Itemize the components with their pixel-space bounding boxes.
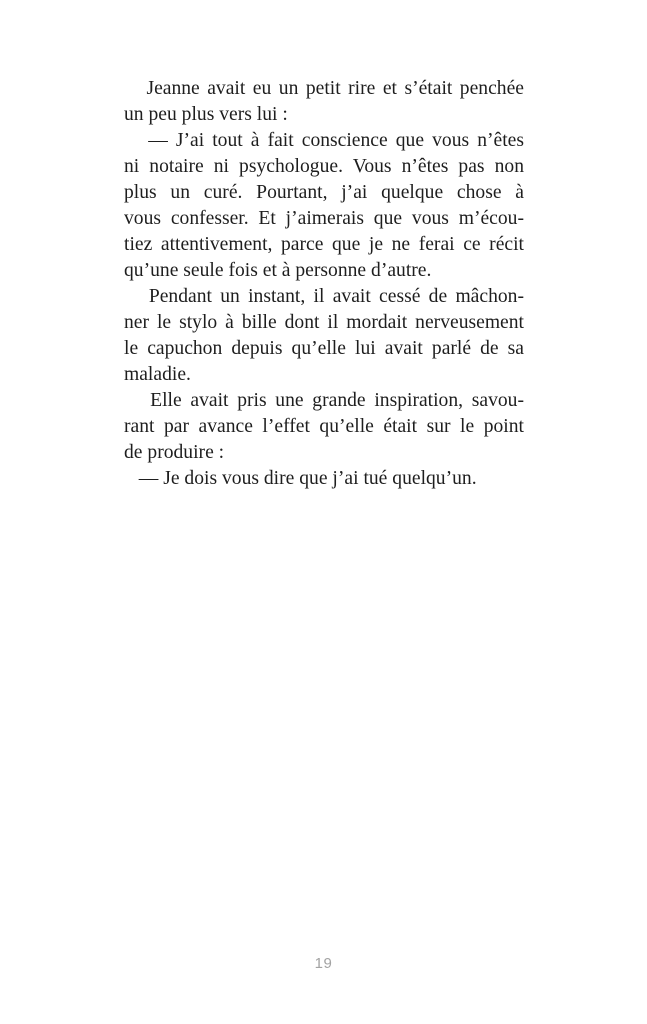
- text-line: vous confesser. Et j’aimerais que vous m’écou-: [124, 208, 524, 229]
- text-line: — J’ai tout à fait conscience que vous n’êtes: [124, 130, 524, 151]
- text-line: qu’une seule fois et à personne d’autre.: [124, 260, 432, 281]
- text-line: tiez attentivement, parce que je ne ferai ce récit: [124, 234, 524, 255]
- text-line: maladie.: [124, 364, 191, 385]
- text-line: de produire :: [124, 442, 225, 463]
- text-line: ni notaire ni psychologue. Vous n’êtes pas non: [124, 156, 524, 177]
- body-text: [124, 76, 524, 492]
- text-line: plus un curé. Pourtant, j’ai quelque chose à: [124, 182, 524, 203]
- text-line: ner le stylo à bille dont il mordait nerveusement: [124, 312, 524, 333]
- text-line: Elle avait pris une grande inspiration, savou-: [124, 390, 524, 411]
- text-line: Jeanne avait eu un petit rire et s’était penchée: [124, 78, 524, 99]
- text-line: le capuchon depuis qu’elle lui avait parlé de sa: [124, 338, 524, 359]
- text-line: rant par avance l’effet qu’elle était sur le point: [124, 416, 524, 437]
- text-line: — Je dois vous dire que j’ai tué quelqu’un.: [124, 468, 477, 489]
- page-number: 19: [314, 955, 333, 972]
- text-line: un peu plus vers lui :: [124, 104, 288, 125]
- text-line: Pendant un instant, il avait cessé de mâchon-: [124, 286, 524, 307]
